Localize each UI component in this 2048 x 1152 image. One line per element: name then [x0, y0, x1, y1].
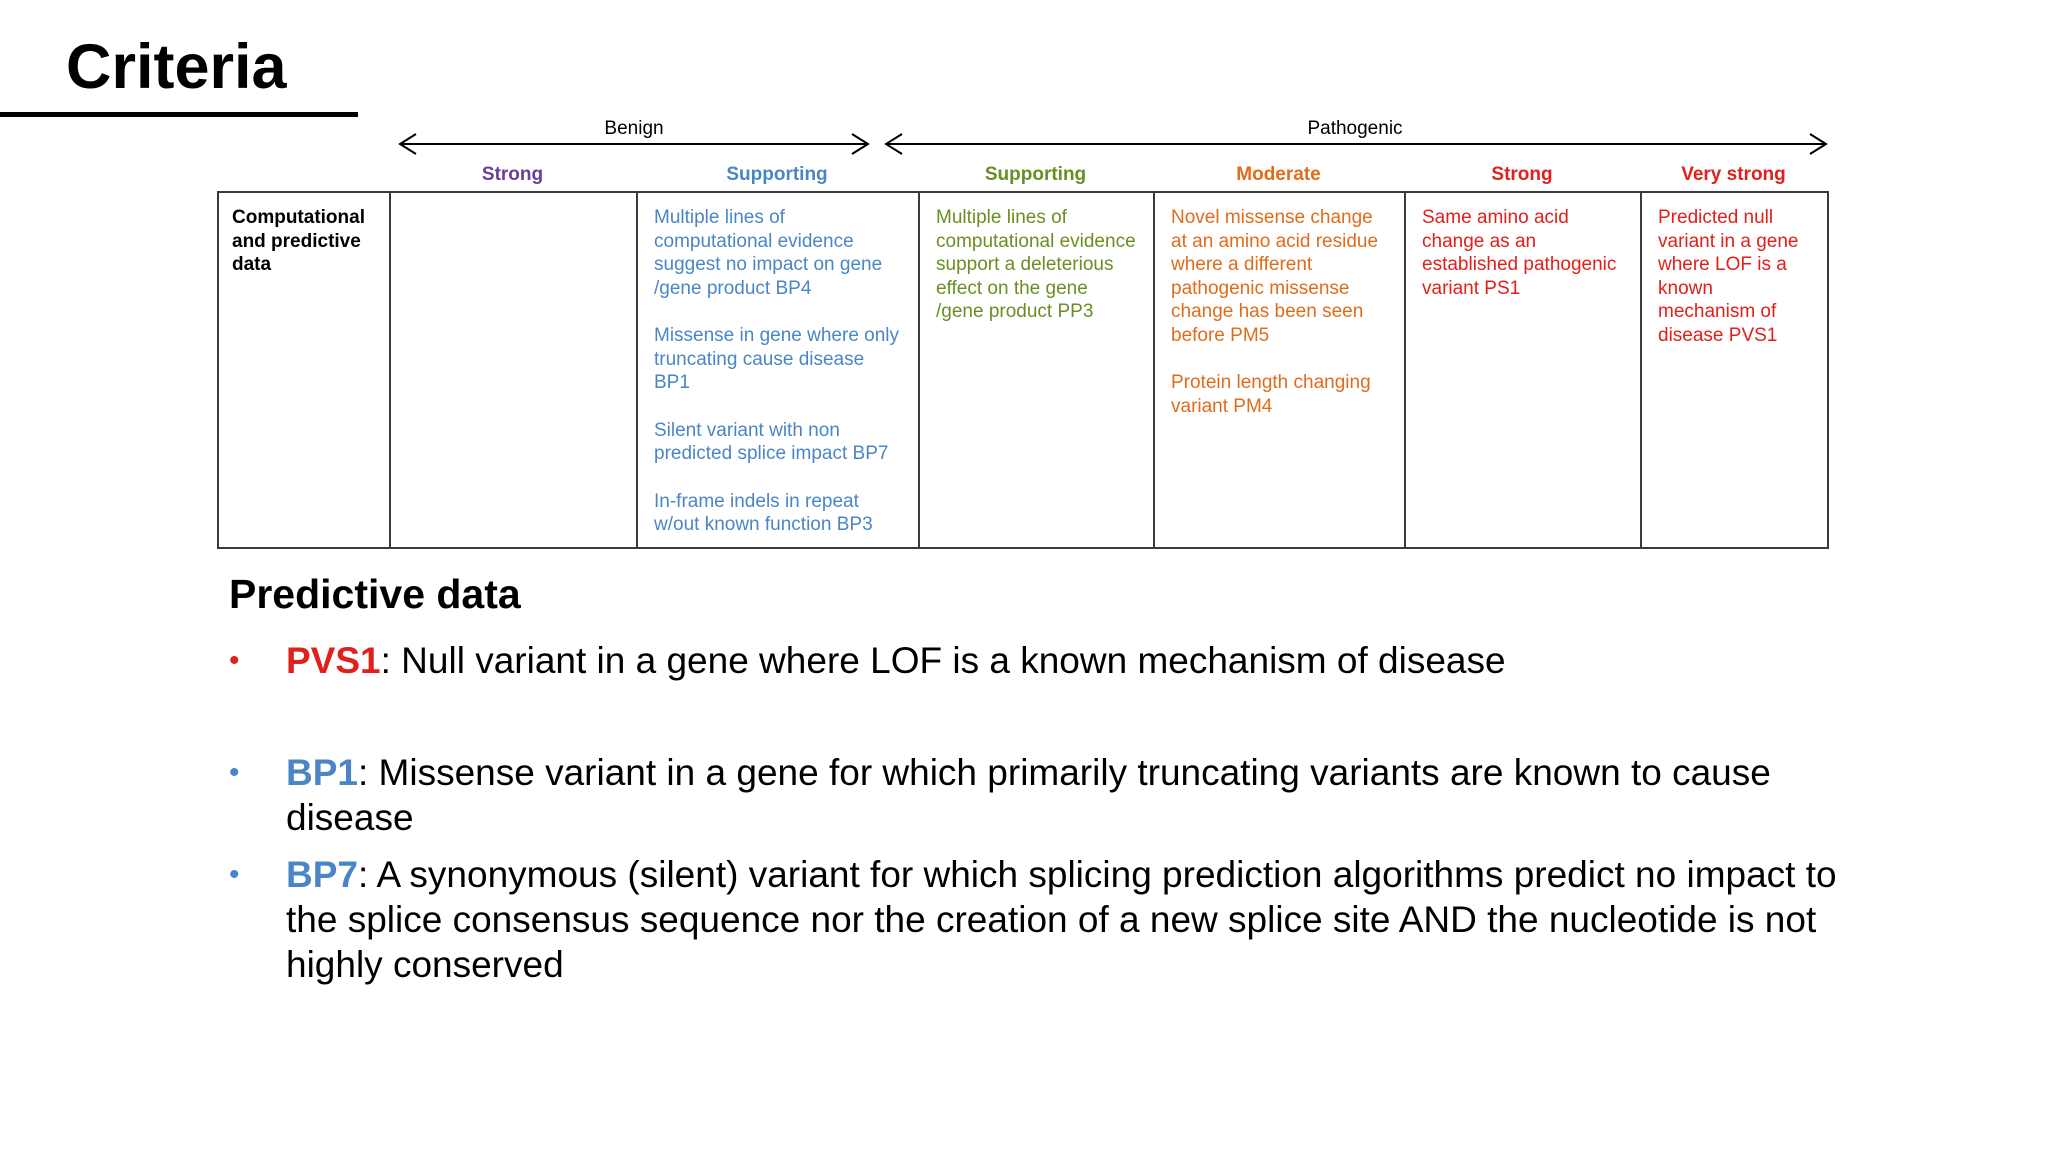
column-header-pathogenic-supporting: Supporting	[984, 164, 1087, 185]
bullet-text	[286, 638, 1846, 683]
bullet-dot: •	[229, 756, 240, 789]
criteria-entry: In-frame indels in repeat w/out known function BP3	[654, 490, 873, 535]
criteria-entry: Silent variant with non predicted splice impact BP7	[654, 419, 889, 464]
criterion-code: BP7	[286, 854, 358, 895]
cell-pathogenic-supporting	[919, 192, 1154, 548]
criteria-entry: Multiple lines of computational evidence support a deleterious effect on the gene /gene product PP3	[936, 207, 1136, 322]
classification-arrows	[0, 0, 2048, 160]
slide-title: Criteria	[66, 32, 287, 102]
benign-label: Benign	[604, 118, 664, 139]
criteria-entry: Predicted null variant in a gene where LOF is a known mechanism of disease PVS1	[1658, 207, 1799, 346]
criteria-entry: Protein length changing variant PM4	[1171, 372, 1371, 417]
criteria-table	[217, 191, 1829, 549]
bullet-dot: •	[229, 644, 240, 677]
criteria-entry: Multiple lines of computational evidence suggest no impact on gene /gene product BP4	[654, 207, 883, 299]
cell-benign-strong	[390, 192, 637, 548]
cell-pathogenic-strong	[1405, 192, 1641, 548]
criterion-code: BP1	[286, 752, 358, 793]
cell-benign-supporting	[637, 192, 919, 548]
criteria-entry: Novel missense change at an amino acid residue where a different pathogenic missense change has been seen before PM5	[1171, 207, 1379, 346]
cell-pathogenic-moderate	[1154, 192, 1405, 548]
bullet-text	[286, 852, 1846, 987]
criteria-entry: Same amino acid change as an established pathogenic variant PS1	[1422, 207, 1617, 299]
computational-data-row	[218, 192, 1828, 548]
criterion-description: : A synonymous (silent) variant for which splicing prediction algorithms predict no impact to the splice consensus sequence nor the creation of a new splice site AND the nucleotide is not highly conserved	[286, 854, 1837, 985]
row-label: Computational and predictive data	[218, 192, 390, 548]
criterion-description: : Missense variant in a gene for which primarily truncating variants are known to cause disease	[286, 752, 1771, 838]
column-header-benign-strong: Strong	[481, 164, 544, 185]
criterion-description: : Null variant in a gene where LOF is a known mechanism of disease	[380, 640, 1506, 681]
criterion-code: PVS1	[286, 640, 381, 681]
column-header-pathogenic-moderate: Moderate	[1236, 164, 1321, 185]
predictive-data-heading: Predictive data	[229, 571, 521, 617]
pathogenic-label: Pathogenic	[1307, 118, 1403, 139]
bullet-text	[286, 750, 1846, 840]
column-header-pathogenic-strong: Strong	[1491, 164, 1553, 185]
column-header-benign-supporting: Supporting	[726, 164, 828, 185]
cell-pathogenic-very-strong	[1641, 192, 1828, 548]
bullet-dot: •	[229, 858, 240, 891]
column-header-pathogenic-very-strong: Very strong	[1681, 164, 1786, 185]
criteria-entry: Missense in gene where only truncating cause disease BP1	[654, 325, 900, 393]
